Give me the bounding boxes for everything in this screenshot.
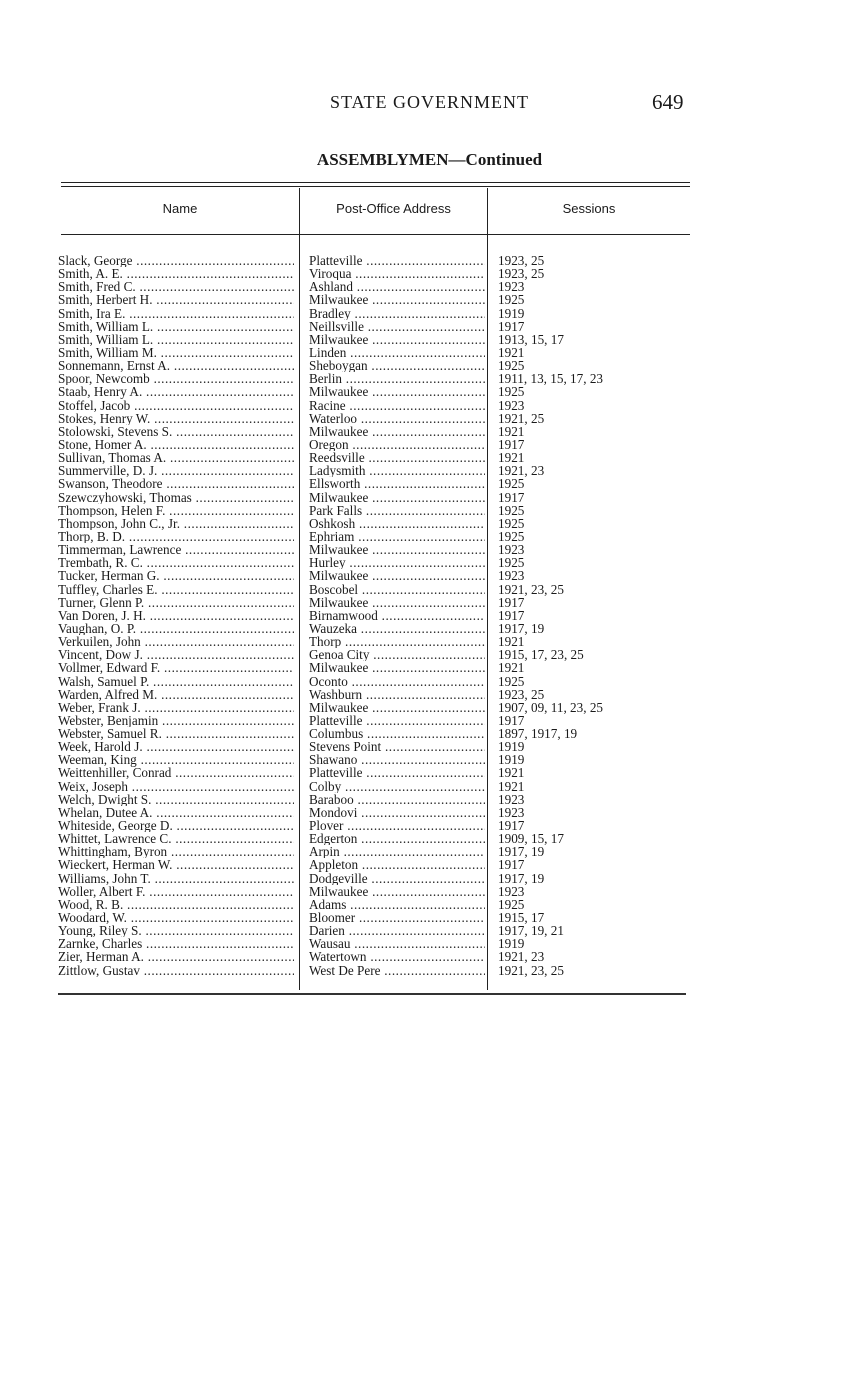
post-office-address: Milwaukee ..... — [309, 425, 485, 438]
member-name: Welch, Dwight S. ..... — [58, 793, 294, 806]
sessions: 1925 — [498, 293, 525, 307]
sessions: 1923 — [498, 398, 525, 412]
table-row — [0, 661, 859, 674]
sessions: 1925 — [498, 674, 525, 688]
sessions: 1917 — [498, 437, 525, 452]
post-office-address: Milwaukee ..... — [309, 701, 485, 714]
member-name: Turner, Glenn P. ..... — [58, 596, 294, 609]
sessions: 1909, 15, 17 — [498, 832, 564, 846]
post-office-address: Wausau ..... — [309, 937, 485, 950]
post-office-address: Milwaukee ..... — [309, 293, 485, 306]
table-row — [0, 793, 859, 806]
member-name: Young, Riley S. ..... — [58, 924, 294, 937]
table-row — [0, 872, 859, 885]
sessions: 1925 — [498, 516, 525, 530]
table-row — [0, 425, 859, 438]
post-office-address: Bloomer ..... — [309, 911, 485, 924]
sessions: 1921 — [498, 635, 525, 649]
member-name: Whiteside, George D. ..... — [58, 819, 294, 832]
table-row — [0, 438, 859, 451]
post-office-address: Waterloo ..... — [309, 412, 485, 425]
table-row — [0, 254, 859, 267]
post-office-address: Adams ..... — [309, 898, 485, 911]
table-row — [0, 543, 859, 556]
member-name: Thompson, John C., Jr. ..... — [58, 517, 294, 530]
member-name: Zittlow, Gustav ..... — [58, 964, 294, 977]
post-office-address: Viroqua ..... — [309, 267, 485, 280]
post-office-address: Linden ..... — [309, 346, 485, 359]
sessions: 1917 — [498, 319, 525, 333]
post-office-address: Baraboo ..... — [309, 793, 485, 806]
sessions: 1921, 23, 25 — [498, 963, 564, 977]
table-row — [0, 622, 859, 635]
post-office-address: Ellsworth ..... — [309, 477, 485, 490]
member-name: Van Doren, J. H. ..... — [58, 609, 294, 622]
sessions: 1923, 25 — [498, 254, 545, 268]
sessions: 1923 — [498, 792, 525, 806]
sessions: 1923, 25 — [498, 687, 545, 701]
post-office-address: Darien ..... — [309, 924, 485, 937]
table-row — [0, 845, 859, 858]
sessions: 1911, 13, 15, 17, 23 — [498, 372, 604, 386]
table-row — [0, 635, 859, 648]
table-header-rule — [61, 234, 690, 235]
member-name: Woodard, W. ..... — [58, 911, 294, 924]
sessions: 1925 — [498, 529, 525, 544]
post-office-address: Colby ..... — [309, 780, 485, 793]
table-row — [0, 556, 859, 569]
member-name: Zarnke, Charles ..... — [58, 937, 294, 950]
table-body — [0, 254, 859, 977]
member-name: Wieckert, Herman W. ..... — [58, 858, 294, 871]
member-name: Williams, John T. ..... — [58, 872, 294, 885]
post-office-address: Plover ..... — [309, 819, 485, 832]
member-name: Whelan, Dutee A. ..... — [58, 806, 294, 819]
member-name: Smith, William L. ..... — [58, 333, 294, 346]
post-office-address: Birnamwood ..... — [309, 609, 485, 622]
table-row — [0, 491, 859, 504]
post-office-address: Arpin ..... — [309, 845, 485, 858]
member-name: Smith, William M. ..... — [58, 346, 294, 359]
post-office-address: Columbus ..... — [309, 727, 485, 740]
member-name: Stone, Homer A. ..... — [58, 438, 294, 451]
member-name: Timmerman, Lawrence ..... — [58, 543, 294, 556]
member-name: Tucker, Herman G. ..... — [58, 569, 294, 582]
post-office-address: Genoa City ..... — [309, 648, 485, 661]
table-row — [0, 609, 859, 622]
member-name: Wood, R. B. ..... — [58, 898, 294, 911]
sessions: 1921 — [498, 779, 525, 793]
sessions: 1917 — [498, 595, 525, 609]
sessions: 1925 — [498, 897, 525, 912]
table-row — [0, 911, 859, 924]
post-office-address: Watertown ..... — [309, 950, 485, 963]
post-office-address: Hurley ..... — [309, 556, 485, 569]
post-office-address: Neillsville ..... — [309, 320, 485, 333]
member-name: Weix, Joseph ..... — [58, 780, 294, 793]
table-row — [0, 858, 859, 871]
sessions: 1907, 09, 11, 23, 25 — [498, 700, 604, 714]
table-row — [0, 569, 859, 582]
sessions: 1921, 25 — [498, 411, 545, 425]
post-office-address: Milwaukee ..... — [309, 543, 485, 556]
post-office-address: Shawano ..... — [309, 753, 485, 766]
table-row — [0, 675, 859, 688]
sessions: 1923 — [498, 280, 525, 294]
member-name: Thompson, Helen F. ..... — [58, 504, 294, 517]
post-office-address: Washburn ..... — [309, 688, 485, 701]
post-office-address: Milwaukee ..... — [309, 596, 485, 609]
table-row — [0, 885, 859, 898]
member-name: Vaughan, O. P. ..... — [58, 622, 294, 635]
sessions: 1923 — [498, 805, 525, 820]
member-name: Verkuilen, John ..... — [58, 635, 294, 648]
post-office-address: Oshkosh ..... — [309, 517, 485, 530]
sessions: 1925 — [498, 359, 525, 373]
sessions: 1915, 17, 23, 25 — [498, 648, 584, 662]
table-row — [0, 727, 859, 740]
member-name: Whittet, Lawrence C. ..... — [58, 832, 294, 845]
member-name: Sonnemann, Ernst A. ..... — [58, 359, 294, 372]
post-office-address: Milwaukee ..... — [309, 569, 485, 582]
table-row — [0, 451, 859, 464]
sessions: 1923 — [498, 543, 525, 557]
member-name: Smith, William L. ..... — [58, 320, 294, 333]
sessions: 1921, 23 — [498, 950, 545, 964]
sessions: 1915, 17 — [498, 911, 545, 925]
table-row — [0, 359, 859, 372]
member-name: Weber, Frank J. ..... — [58, 701, 294, 714]
sessions: 1917, 19 — [498, 621, 545, 636]
table-row — [0, 333, 859, 346]
table-row — [0, 280, 859, 293]
sessions: 1917, 19, 21 — [498, 924, 564, 938]
section-title: ASSEMBLYMEN—Continued — [316, 150, 543, 169]
post-office-address: Platteville ..... — [309, 766, 485, 779]
table-row — [0, 701, 859, 714]
sessions: 1921, 23 — [498, 464, 545, 478]
column-header-address: Post-Office Address — [336, 201, 451, 216]
table-row — [0, 753, 859, 766]
post-office-address: Ladysmith ..... — [309, 464, 485, 477]
table-row — [0, 320, 859, 333]
post-office-address: Edgerton ..... — [309, 832, 485, 845]
post-office-address: Berlin ..... — [309, 372, 485, 385]
member-name: Swanson, Theodore ..... — [58, 477, 294, 490]
post-office-address: Milwaukee ..... — [309, 333, 485, 346]
sessions: 1919 — [498, 306, 525, 320]
column-header-name: Name — [162, 201, 198, 216]
member-name: Smith, Herbert H. ..... — [58, 293, 294, 306]
sessions: 1917 — [498, 713, 525, 728]
table-row — [0, 464, 859, 477]
member-name: Warden, Alfred M. ..... — [58, 688, 294, 701]
member-name: Stoffel, Jacob ..... — [58, 399, 294, 412]
sessions: 1921 — [498, 661, 525, 675]
sessions: 1897, 1917, 19 — [498, 727, 578, 741]
table-row — [0, 688, 859, 701]
member-name: Stokes, Henry W. ..... — [58, 412, 294, 425]
member-name: Vincent, Dow J. ..... — [58, 648, 294, 661]
table-row — [0, 596, 859, 609]
table-row — [0, 267, 859, 280]
sessions: 1923 — [498, 569, 525, 583]
member-name: Thorp, B. D. ..... — [58, 530, 294, 543]
member-name: Woller, Albert F. ..... — [58, 885, 294, 898]
member-name: Vollmer, Edward F. ..... — [58, 661, 294, 674]
table-row — [0, 530, 859, 543]
post-office-address: Stevens Point ..... — [309, 740, 485, 753]
member-name: Summerville, D. J. ..... — [58, 464, 294, 477]
post-office-address: Milwaukee ..... — [309, 491, 485, 504]
member-name: Whittingham, Byron ..... — [58, 845, 294, 858]
table-row — [0, 898, 859, 911]
sessions: 1917, 19 — [498, 845, 545, 859]
sessions: 1925 — [498, 503, 525, 517]
post-office-address: Milwaukee ..... — [309, 661, 485, 674]
sessions: 1921 — [498, 345, 525, 360]
post-office-address: Platteville ..... — [309, 254, 485, 267]
member-name: Tuffley, Charles E. ..... — [58, 583, 294, 596]
member-name: Week, Harold J. ..... — [58, 740, 294, 753]
table-row — [0, 477, 859, 490]
member-name: Szewczyhowski, Thomas ..... — [58, 491, 294, 504]
post-office-address: Reedsville ..... — [309, 451, 485, 464]
sessions: 1917 — [498, 608, 525, 622]
member-name: Smith, A. E. ..... — [58, 267, 294, 280]
sessions: 1917 — [498, 819, 525, 833]
member-name: Weeman, King ..... — [58, 753, 294, 766]
member-name: Smith, Fred C. ..... — [58, 280, 294, 293]
member-name: Smith, Ira E. ..... — [58, 307, 294, 320]
table-row — [0, 412, 859, 425]
sessions: 1919 — [498, 740, 525, 754]
page-number: 649 — [652, 90, 684, 114]
member-name: Sullivan, Thomas A. ..... — [58, 451, 294, 464]
sessions: 1923, 25 — [498, 267, 545, 281]
sessions: 1919 — [498, 937, 525, 951]
table-row — [0, 964, 859, 977]
member-name: Spoor, Newcomb ..... — [58, 372, 294, 385]
table-row — [0, 950, 859, 963]
table-row — [0, 307, 859, 320]
table-row — [0, 517, 859, 530]
post-office-address: Dodgeville ..... — [309, 872, 485, 885]
table-row — [0, 780, 859, 793]
sessions: 1923 — [498, 884, 525, 898]
post-office-address: Ephriam ..... — [309, 530, 485, 543]
sessions: 1917 — [498, 490, 525, 504]
post-office-address: Boscobel ..... — [309, 583, 485, 596]
table-row — [0, 648, 859, 661]
post-office-address: Mondovi ..... — [309, 806, 485, 819]
sessions: 1921 — [498, 451, 525, 465]
member-name: Staab, Henry A. ..... — [58, 385, 294, 398]
table-row — [0, 346, 859, 359]
post-office-address: Ashland ..... — [309, 280, 485, 293]
post-office-address: Sheboygan ..... — [309, 359, 485, 372]
table-row — [0, 740, 859, 753]
table-row — [0, 832, 859, 845]
post-office-address: Thorp ..... — [309, 635, 485, 648]
sessions: 1925 — [498, 556, 525, 570]
member-name: Walsh, Samuel P. ..... — [58, 675, 294, 688]
sessions: 1921 — [498, 424, 525, 438]
member-name: Stolowski, Stevens S. ..... — [58, 425, 294, 438]
member-name: Slack, George ..... — [58, 254, 294, 267]
post-office-address: Oregon ..... — [309, 438, 485, 451]
sessions: 1921 — [498, 766, 525, 780]
table-row — [0, 583, 859, 596]
post-office-address: Racine ..... — [309, 399, 485, 412]
sessions: 1921, 23, 25 — [498, 582, 564, 596]
sessions: 1917 — [498, 858, 525, 872]
table-row — [0, 937, 859, 950]
post-office-address: West De Pere ..... — [309, 964, 485, 977]
table-row — [0, 372, 859, 385]
column-header-sessions: Sessions — [562, 201, 616, 216]
post-office-address: Wauzeka ..... — [309, 622, 485, 635]
table-bottom-rule — [58, 993, 686, 995]
post-office-address: Milwaukee ..... — [309, 885, 485, 898]
table-top-rule — [61, 182, 690, 183]
member-name: Webster, Benjamin ..... — [58, 714, 294, 727]
sessions: 1913, 15, 17 — [498, 332, 564, 346]
post-office-address: Bradley ..... — [309, 307, 485, 320]
post-office-address: Appleton ..... — [309, 858, 485, 871]
sessions: 1917, 19 — [498, 871, 545, 885]
post-office-address: Park Falls ..... — [309, 504, 485, 517]
table-top-rule-inner — [61, 186, 690, 187]
post-office-address: Milwaukee ..... — [309, 385, 485, 398]
page-header-title: STATE GOVERNMENT — [329, 92, 530, 112]
table-row — [0, 399, 859, 412]
member-name: Weittenhiller, Conrad ..... — [58, 766, 294, 779]
table-row — [0, 766, 859, 779]
table-row — [0, 385, 859, 398]
table-row — [0, 819, 859, 832]
post-office-address: Platteville ..... — [309, 714, 485, 727]
post-office-address: Oconto ..... — [309, 675, 485, 688]
sessions: 1919 — [498, 753, 525, 767]
table-row — [0, 504, 859, 517]
table-row — [0, 806, 859, 819]
member-name: Zier, Herman A. ..... — [58, 950, 294, 963]
sessions: 1925 — [498, 385, 525, 399]
table-row — [0, 293, 859, 306]
member-name: Webster, Samuel R. ..... — [58, 727, 294, 740]
table-row — [0, 924, 859, 937]
sessions: 1925 — [498, 477, 525, 491]
table-row — [0, 714, 859, 727]
member-name: Trembath, R. C. ..... — [58, 556, 294, 569]
